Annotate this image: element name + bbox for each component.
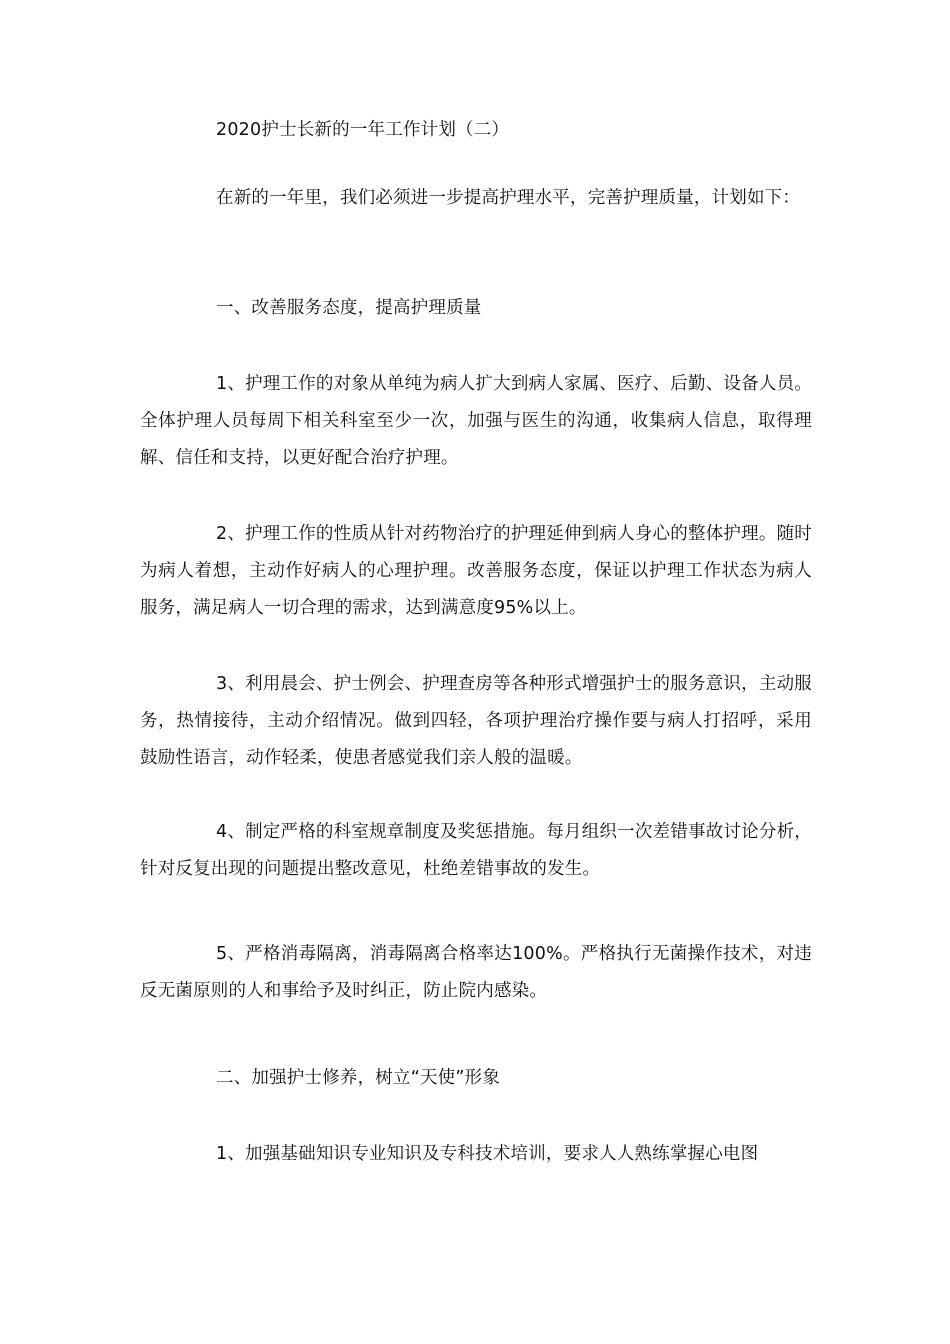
paragraph-item-1-1: 1、护理工作的对象从单纯为病人扩大到病人家属、医疗、后勤、设备人员。全体护理人员每周下相关科室至少一次，加强与医生的沟通，收集病人信息，取得理解、信任和支持，以更好配合治疗护理。 <box>140 374 812 468</box>
paragraph-item-1-4: 4、制定严格的科室规章制度及奖惩措施。每月组织一次差错事故讨论分析，针对反复出现的问题提出整改意见，杜绝差错事故的发生。 <box>140 822 812 879</box>
paragraph-item-2-1: 1、加强基础知识专业知识及专科技术培训，要求人人熟练掌握心电图 <box>216 1144 759 1164</box>
section-heading-2: 二、加强护士修养，树立“天使”形象 <box>216 1068 501 1088</box>
document-title: 2020护士长新的一年工作计划（二） <box>216 120 510 140</box>
section-heading-1: 一、改善服务态度，提高护理质量 <box>216 298 482 318</box>
paragraph-item-1-5: 5、严格消毒隔离，消毒隔离合格率达100%。严格执行无菌操作技术，对违反无菌原则的人和事给予及时纠正，防止院内感染。 <box>140 944 812 1001</box>
paragraph-item-1-2: 2、护理工作的性质从针对药物治疗的护理延伸到病人身心的整体护理。随时为病人着想，主动作好病人的心理护理。改善服务态度，保证以护理工作状态为病人服务，满足病人一切合理的需求，达到满意度95%以上。 <box>140 524 812 618</box>
paragraph-intro: 在新的一年里，我们必须进一步提高护理水平，完善护理质量，计划如下： <box>216 188 801 208</box>
paragraph-item-1-3: 3、利用晨会、护士例会、护理查房等各种形式增强护士的服务意识，主动服务，热情接待，主动介绍情况。做到四轻，各项护理治疗操作要与病人打招呼，采用鼓励性语言，动作轻柔，使患者感觉我们亲人般的温暖。 <box>140 674 812 768</box>
